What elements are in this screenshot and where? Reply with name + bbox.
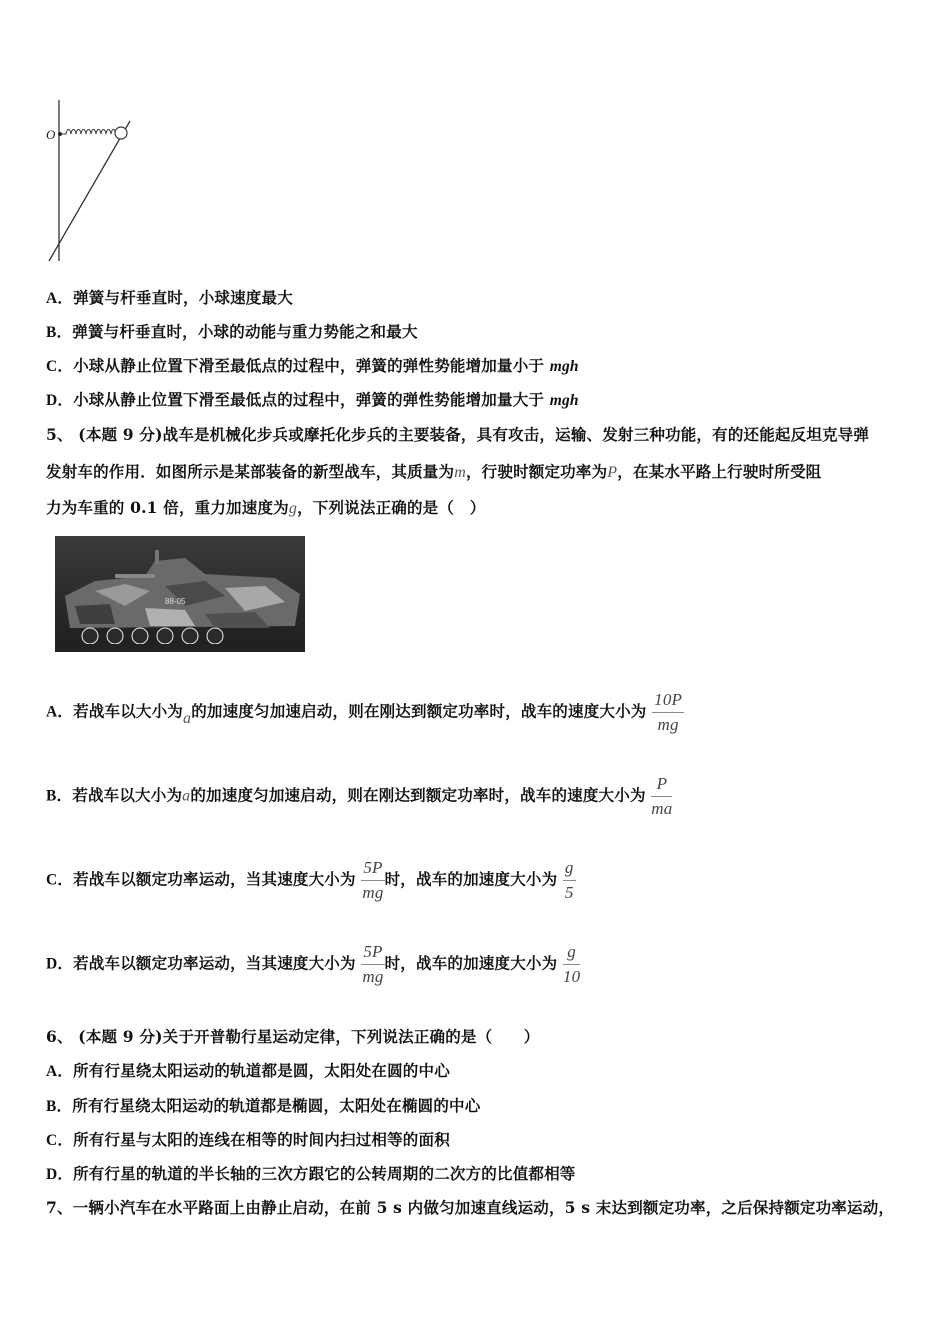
option-label: D．: [46, 392, 74, 409]
option-text: 弹簧与杆垂直时，小球的动能与重力势能之和最大: [72, 322, 418, 341]
q6-stem: 6、 (本题 9 分)关于开普勒行星运动定律，下列说法正确的是（ ）: [46, 1027, 540, 1046]
denominator: ma: [651, 799, 673, 818]
denominator: 10: [562, 967, 581, 986]
q5-stem-line2: [46, 460, 821, 482]
text: ，在某水平路上行驶时所受阻: [617, 462, 822, 481]
pivot-point: [58, 132, 62, 136]
fraction: [651, 774, 672, 819]
fraction: [563, 858, 576, 903]
text: 若战车以额定功率运动，当其速度大小为: [73, 869, 356, 889]
option-label: B．: [46, 324, 73, 341]
text: 发射车的作用．如图所示是某部装备的新型战车，其质量为: [46, 462, 455, 481]
option-label: C．: [46, 871, 74, 889]
fraction: [652, 690, 684, 735]
option-label: A．: [46, 1063, 74, 1080]
numerator: g: [563, 858, 576, 881]
option-text: 小球从静止位置下滑至最低点的过程中，弹簧的弹性势能增加量小于: [73, 356, 550, 375]
option-label: C．: [46, 1132, 74, 1149]
math-mgh: mgh: [549, 358, 579, 375]
denominator: 5: [564, 883, 574, 902]
option-text: 所有行星的轨道的半长轴的三次方跟它的公转周期的二次方的比值都相等: [73, 1164, 576, 1183]
ball: [115, 127, 127, 139]
point-label-o: O: [46, 127, 56, 142]
text: 时，战车的加速度大小为: [384, 869, 558, 889]
var-p: P: [607, 464, 618, 481]
q5-option-d: [46, 942, 580, 987]
text: 若战车以额定功率运动，当其速度大小为: [73, 953, 356, 973]
option-label: A．: [46, 290, 74, 307]
denominator: mg: [362, 967, 384, 986]
numerator: P: [651, 774, 672, 797]
q6-option-d: [46, 1162, 576, 1184]
option-text: 所有行星与太阳的连线在相等的时间内扫过相等的面积: [73, 1130, 450, 1149]
text: 若战车以大小为: [72, 785, 183, 805]
option-label: B．: [46, 787, 73, 805]
inclined-rod: [49, 121, 130, 261]
option-text: 弹簧与杆垂直时，小球速度最大: [73, 288, 293, 307]
var-m: m: [454, 464, 466, 481]
q5-option-a: [46, 690, 684, 735]
q4-option-c: [46, 354, 579, 376]
q4-option-b: [46, 320, 418, 342]
q7-stem: 7、一辆小汽车在水平路面上由静止启动，在前 5 s 内做匀加速直线运动，5 s 末达到额定功率，之后保持额定功率运动，: [46, 1198, 895, 1217]
option-label: B．: [46, 1098, 73, 1115]
text: 的加速度匀加速启动，则在刚达到额定功率时，战车的速度大小为: [191, 701, 647, 721]
q4-option-a: [46, 286, 293, 308]
q4-option-d: [46, 388, 579, 410]
var-g: g: [288, 500, 298, 517]
tank-marking: 88-05: [165, 597, 186, 606]
fraction: [361, 942, 384, 987]
text: 时，战车的加速度大小为: [384, 953, 558, 973]
numerator: 10P: [652, 690, 684, 713]
option-label: D．: [46, 955, 74, 973]
numerator: g: [563, 942, 580, 965]
var-a: a: [182, 787, 191, 805]
denominator: mg: [657, 715, 679, 734]
var-a: a: [183, 709, 192, 727]
q6-option-c: [46, 1128, 450, 1150]
option-text: 小球从静止位置下滑至最低点的过程中，弹簧的弹性势能增加量大于: [73, 390, 550, 409]
text: 的加速度匀加速启动，则在刚达到额定功率时，战车的速度大小为: [190, 785, 646, 805]
q6-option-a: [46, 1059, 450, 1081]
option-label: C．: [46, 358, 74, 375]
fraction: [563, 942, 580, 987]
q5-stem-line1: 5、 (本题 9 分)战车是机械化步兵或摩托化步兵的主要装备，具有攻击，运输、发射三种功能，有的还能起反坦克导弹: [46, 425, 870, 444]
denominator: mg: [362, 883, 384, 902]
q6-option-b: [46, 1094, 480, 1116]
text: 力为车重的 0.1 倍，重力加速度为: [46, 498, 289, 517]
option-label: D．: [46, 1166, 74, 1183]
numerator: 5P: [361, 942, 384, 965]
option-text: 所有行星绕太阳运动的轨道都是椭圆，太阳处在椭圆的中心: [72, 1096, 481, 1115]
option-text: 所有行星绕太阳运动的轨道都是圆，太阳处在圆的中心: [73, 1061, 450, 1080]
text: 若战车以大小为: [73, 701, 183, 721]
q5-option-c: [46, 858, 576, 903]
q5-option-b: [46, 774, 672, 819]
q5-stem-line3: [46, 496, 485, 518]
math-mgh: mgh: [549, 392, 579, 409]
text: ，下列说法正确的是（ ）: [297, 498, 486, 517]
spring: [62, 130, 120, 135]
numerator: 5P: [361, 858, 384, 881]
option-label: A．: [46, 703, 74, 721]
fraction: [361, 858, 384, 903]
spring-rod-figure: [40, 96, 140, 266]
tank-photo: [55, 536, 305, 652]
text: ，行驶时额定功率为: [465, 462, 608, 481]
